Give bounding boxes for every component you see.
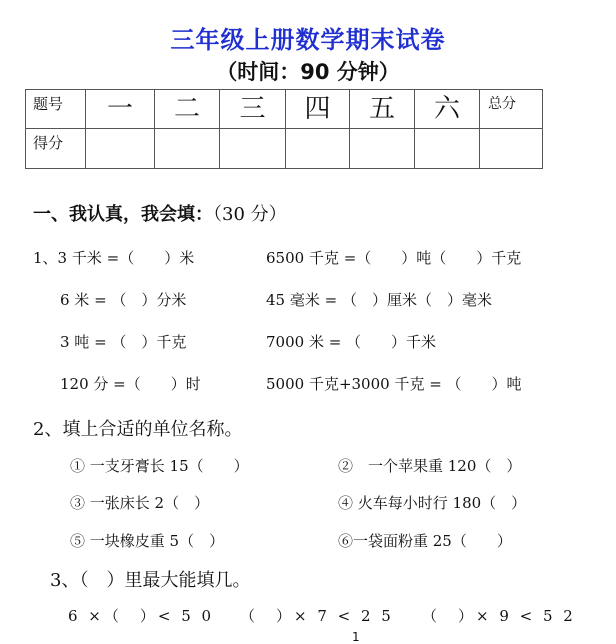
column-header-5: 五 — [350, 90, 415, 129]
q2-item-5: ⑤ 一块橡皮重 5（ ） — [70, 532, 225, 550]
column-header-4: 四 — [286, 90, 350, 129]
q2-item-6: ⑥一袋面粉重 25（ ） — [338, 532, 512, 550]
exam-duration: （时间：90 分钟） — [216, 60, 400, 84]
q3-item-3: （ ）× 9 < 5 2 — [422, 607, 576, 625]
score-label: 得分 — [26, 129, 86, 169]
q1-line-2-right: 45 毫米 = （ ）厘米（ ）毫米 — [266, 291, 492, 309]
q2-item-3: ③ 一张床长 2（ ） — [70, 494, 210, 512]
q2-item-4: ④ 火车每小时行 180（ ） — [338, 494, 527, 512]
score-row — [26, 129, 543, 169]
column-header-6: 六 — [415, 90, 480, 129]
q2-item-1: ① 一支牙膏长 15（ ） — [70, 457, 249, 475]
q1-line-2-left: 6 米 = （ ）分米 — [60, 291, 187, 309]
q2-title: 2、填上合适的单位名称。 — [33, 419, 243, 440]
total-score-label: 总分 — [480, 90, 543, 129]
q1-line-4-left: 120 分 =（ ）时 — [60, 375, 201, 393]
q3-item-2: （ ）× 7 < 2 5 — [240, 607, 394, 625]
exam-title: 三年级上册数学期末试卷 — [170, 26, 446, 54]
column-header-1: 一 — [86, 90, 155, 129]
score-cell-3[interactable] — [220, 129, 286, 169]
score-table — [25, 89, 543, 169]
section-1-title: 一、我认真，我会填： — [33, 204, 213, 225]
q1-line-3-left: 3 吨 = （ ）千克 — [60, 333, 187, 351]
q1-line-3-right: 7000 米 = （ ）千米 — [266, 333, 437, 351]
section-1-heading — [33, 200, 287, 226]
question-number-row — [26, 90, 543, 129]
question-number-label: 题号 — [26, 90, 86, 129]
column-header-3: 三 — [220, 90, 286, 129]
page-number: 1 — [352, 630, 360, 644]
column-header-2: 二 — [155, 90, 220, 129]
score-cell-6[interactable] — [415, 129, 480, 169]
score-cell-total[interactable] — [480, 129, 543, 169]
q2-item-2: ② 一个苹果重 120（ ） — [338, 457, 522, 475]
score-cell-5[interactable] — [350, 129, 415, 169]
q3-title: 3、（ ）里最大能填几。 — [50, 570, 251, 591]
q3-item-1: 6 ×（ ）< 5 0 — [68, 607, 215, 625]
q1-line-1-left: 1、3 千米 =（ ）米 — [33, 249, 195, 267]
section-1-points: （30 分） — [213, 204, 287, 225]
score-cell-1[interactable] — [86, 129, 155, 169]
q1-line-1-right: 6500 千克 =（ ）吨（ ）千克 — [266, 249, 522, 267]
q1-line-4-right: 5000 千克+3000 千克 = （ ）吨 — [266, 375, 522, 393]
score-cell-2[interactable] — [155, 129, 220, 169]
score-cell-4[interactable] — [286, 129, 350, 169]
